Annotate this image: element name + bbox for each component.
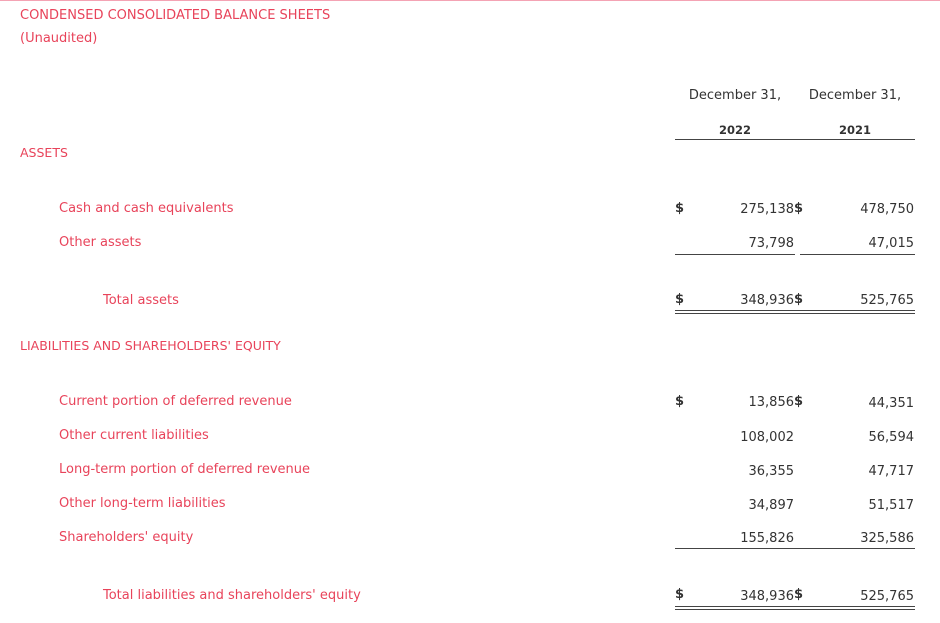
total-assets-2022: 348,936 — [740, 293, 794, 308]
column-year-2022: 2022 — [718, 123, 751, 137]
top-border-line — [0, 0, 940, 1]
value-other-long-term-liabilities-2022: 34,897 — [748, 498, 794, 513]
dollar-sign: $ — [675, 394, 685, 409]
value-other-current-liabilities-2022: 108,002 — [740, 430, 794, 445]
statement-subtitle: (Unaudited) — [20, 31, 98, 46]
dollar-sign: $ — [794, 292, 804, 307]
row-label-other-long-term-liabilities: Other long-term liabilities — [59, 496, 226, 511]
subtotal-line-liabilities — [675, 548, 915, 549]
value-long-term-deferred-revenue-2022: 36,355 — [748, 464, 794, 479]
total-double-line-bottom — [675, 609, 915, 610]
header-underline — [675, 139, 915, 140]
total-assets-2021: 525,765 — [860, 293, 914, 308]
total-double-line-top — [675, 606, 915, 607]
row-label-shareholders-equity: Shareholders' equity — [59, 530, 194, 545]
value-other-long-term-liabilities-2021: 51,517 — [868, 498, 914, 513]
value-cash-2022: 275,138 — [740, 202, 794, 217]
row-label-other-current-liabilities: Other current liabilities — [59, 428, 209, 443]
column-date-2022: December 31, — [688, 88, 782, 103]
column-year-2021: 2021 — [838, 123, 871, 137]
row-label-long-term-deferred-revenue: Long-term portion of deferred revenue — [59, 462, 311, 477]
total-liabilities-equity-2021: 525,765 — [860, 589, 914, 604]
dollar-sign: $ — [675, 201, 685, 216]
dollar-sign: $ — [675, 292, 685, 307]
total-liabilities-equity-2022: 348,936 — [740, 589, 794, 604]
row-label-other-assets: Other assets — [59, 235, 142, 250]
total-double-line-top — [675, 310, 915, 311]
dollar-sign: $ — [794, 587, 804, 602]
dollar-sign: $ — [794, 201, 804, 216]
subtotal-line-2021 — [800, 254, 915, 255]
assets-heading: ASSETS — [20, 145, 68, 160]
statement-title: CONDENSED CONSOLIDATED BALANCE SHEETS — [20, 8, 331, 23]
dollar-sign: $ — [675, 587, 685, 602]
value-other-assets-2022: 73,798 — [748, 236, 794, 251]
value-long-term-deferred-revenue-2021: 47,717 — [868, 464, 914, 479]
dollar-sign: $ — [794, 394, 804, 409]
subtotal-line-2022 — [675, 254, 795, 255]
value-current-deferred-revenue-2022: 13,856 — [748, 395, 794, 410]
total-liabilities-equity-label: Total liabilities and shareholders' equity — [103, 588, 361, 603]
value-current-deferred-revenue-2021: 44,351 — [868, 396, 914, 411]
row-label-current-deferred-revenue: Current portion of deferred revenue — [59, 394, 292, 409]
value-shareholders-equity-2021: 325,586 — [860, 531, 914, 546]
column-date-2021: December 31, — [808, 88, 902, 103]
total-double-line-bottom — [675, 313, 915, 314]
total-assets-label: Total assets — [103, 293, 179, 308]
row-label-cash: Cash and cash equivalents — [59, 201, 234, 216]
value-shareholders-equity-2022: 155,826 — [740, 531, 794, 546]
value-cash-2021: 478,750 — [860, 202, 914, 217]
liabilities-heading: LIABILITIES AND SHAREHOLDERS' EQUITY — [20, 338, 281, 353]
value-other-current-liabilities-2021: 56,594 — [868, 430, 914, 445]
value-other-assets-2021: 47,015 — [868, 236, 914, 251]
